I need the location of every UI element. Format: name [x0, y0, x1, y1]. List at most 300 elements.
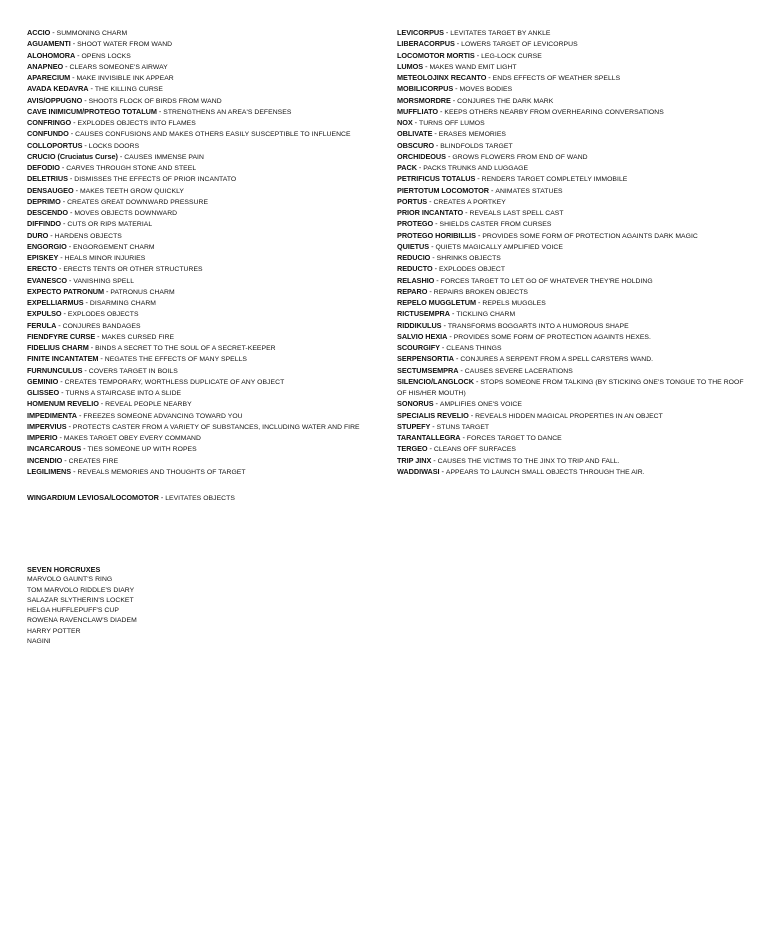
separator: - — [439, 466, 446, 476]
spell-description: FORCES TARGET TO LET GO OF WHATEVER THEY'RE HOLDING — [440, 277, 653, 285]
separator: - — [486, 73, 493, 82]
spell-description: BINDS A SECRET TO THE SOUL OF A SECRET-KEEPER — [95, 345, 276, 352]
spell-term: STUPEFY — [397, 421, 431, 431]
spell-term: MUFFLIATO — [397, 106, 439, 116]
separator: - — [434, 275, 441, 285]
spell-entry — [27, 242, 387, 253]
spell-entry — [27, 174, 387, 185]
separator: - — [70, 39, 78, 49]
spell-description: SHOOT WATER FROM WAND — [77, 41, 173, 49]
spell-term: CONFRINGO — [27, 118, 72, 127]
separator: - — [427, 286, 434, 296]
spell-entry — [27, 354, 387, 365]
spell-entry — [397, 399, 747, 410]
spell-term: SONORUS — [397, 399, 434, 409]
horcrux-section — [27, 565, 137, 647]
spell-description: THE KILLING CURSE — [94, 86, 163, 94]
spell-entry-standalone — [27, 493, 235, 504]
separator: - — [156, 106, 164, 116]
spell-term: METEOLOJINX RECANTO — [397, 73, 487, 82]
separator: - — [431, 455, 438, 465]
separator: - — [88, 84, 95, 94]
spell-entry — [397, 422, 747, 433]
spell-entry — [27, 208, 387, 219]
spell-description: CAUSES SEVERE LACERATIONS — [464, 367, 573, 375]
spell-entry — [27, 332, 387, 343]
spell-description: PATRONUS CHARM — [110, 288, 175, 296]
spell-term: DENSAUGEO — [27, 185, 74, 195]
spell-entry — [27, 411, 387, 422]
spell-entry — [27, 186, 387, 197]
spell-entry — [397, 377, 747, 400]
horcrux-item: SALAZAR SLYTHERIN'S LOCKET — [27, 596, 134, 604]
spell-term: WINGARDIUM LEVIOSA/LOCOMOTOR — [27, 493, 159, 502]
spell-term: DEFODIO — [27, 163, 60, 172]
spell-entry — [397, 231, 747, 242]
spell-entry — [27, 84, 387, 95]
spell-entry — [397, 219, 747, 230]
spell-description: PROVIDES SOME FORM OF PROTECTION AGAINTS HEXES. — [453, 333, 651, 341]
separator: - — [82, 140, 89, 150]
spell-entry — [27, 219, 387, 230]
spell-term: QUIETUS — [397, 241, 430, 251]
spell-description: CREATES GREAT DOWNWARD PRESSURE — [67, 198, 209, 206]
spell-entry — [27, 118, 387, 129]
separator: - — [433, 219, 440, 229]
separator: - — [67, 174, 75, 184]
horcrux-item: TOM MARVOLO RIDDLE'S DIARY — [27, 586, 135, 594]
separator: - — [454, 39, 462, 49]
spell-term: FINITE INCANTATEM — [27, 354, 99, 364]
separator: - — [427, 196, 434, 206]
spell-list-right — [397, 28, 747, 478]
spell-entry — [397, 51, 747, 62]
separator: - — [62, 455, 69, 465]
spell-entry — [397, 141, 747, 152]
spell-entry — [397, 129, 747, 140]
spell-entry — [27, 467, 387, 478]
separator: - — [476, 298, 483, 307]
spell-entry — [27, 321, 387, 332]
spell-term: AVIS/OPPUGNO — [27, 95, 83, 105]
separator: - — [58, 376, 65, 386]
spell-term: WADDIWASI — [397, 466, 440, 476]
separator: - — [445, 151, 453, 161]
separator: - — [95, 331, 102, 341]
separator: - — [61, 309, 68, 319]
spell-description: ERASES MEMORIES — [438, 131, 506, 139]
separator: - — [449, 309, 457, 319]
spell-description: MAKES WAND EMIT LIGHT — [429, 63, 517, 71]
spell-description: PROVIDES SOME FORM OF PROTECTION AGAINTS DARK MAGIC — [482, 232, 698, 240]
spell-description: PACKS TRUNKS AND LUGGAGE — [423, 165, 529, 172]
spell-term: CONFUNDO — [27, 129, 69, 139]
spell-term: GEMINIO — [27, 376, 59, 386]
spell-description: DISARMING CHARM — [89, 300, 156, 307]
spell-entry — [27, 197, 387, 208]
separator: - — [59, 388, 66, 397]
spell-term: LEVICORPUS — [397, 28, 444, 37]
horcrux-item: HELGA HUFFLEPUFF'S CUP — [27, 607, 119, 614]
spell-entry — [27, 433, 387, 444]
separator: - — [412, 118, 420, 127]
spell-description: STUNS TARGET — [436, 423, 490, 431]
spell-entry — [397, 467, 747, 478]
separator: - — [158, 493, 166, 502]
spell-term: DIFFINDO — [27, 219, 62, 229]
spell-term: PROTEGO HORIBILLIS — [397, 230, 476, 240]
spell-description: CLEANS OFF SURFACES — [433, 446, 517, 454]
spell-term: FURNUNCULUS — [27, 365, 83, 375]
spell-entry — [397, 444, 747, 455]
spell-entry — [397, 242, 747, 253]
spell-entry — [27, 253, 387, 264]
spell-description: ERECTS TENTS OR OTHER STRUCTURES — [63, 266, 203, 274]
separator: - — [50, 28, 57, 37]
spell-term: PIERTOTUM LOCOMOTOR — [397, 185, 490, 195]
spell-term: ERECTO — [27, 264, 57, 274]
spell-entry — [397, 411, 747, 422]
spell-description: ANIMATES STATUES — [495, 187, 563, 195]
spell-description: AMPLIFIES ONE'S VOICE — [439, 401, 522, 409]
spell-description: TIES SOMEONE UP WITH ROPES — [87, 446, 197, 454]
spell-term: MORSMORDRE — [397, 95, 451, 105]
spell-description: PROTECTS CASTER FROM A VARIETY OF SUBSTANCES, INCLUDING WATER AND FIRE — [72, 423, 360, 431]
spell-entry — [27, 141, 387, 152]
separator: - — [429, 241, 436, 251]
spell-term: PETRIFICUS TOTALUS — [397, 174, 476, 184]
separator: - — [432, 129, 439, 139]
spell-description: DISMISSES THE EFFECTS OF PRIOR INCANTATO — [74, 176, 237, 184]
spell-description: RENDERS TARGET COMPLETELY IMMOBILE — [481, 176, 628, 184]
spell-description: TRANSFORMS BOGGARTS INTO A HUMOROUS SHAPE — [447, 322, 629, 330]
separator: - — [75, 50, 82, 60]
spell-description: ENGORGEMENT CHARM — [73, 243, 155, 251]
spell-description: KEEPS OTHERS NEARBY FROM OVERHEARING CONVERSATIONS — [444, 108, 664, 116]
spell-entry — [27, 96, 387, 107]
separator: - — [473, 376, 481, 386]
spell-entry — [397, 354, 747, 365]
spell-term: SPECIALIS REVELIO — [397, 410, 469, 420]
spell-description: MAKES TEETH GROW QUICKLY — [79, 187, 184, 195]
spell-term: INCARCAROUS — [27, 444, 82, 454]
separator: - — [70, 73, 77, 82]
separator: - — [66, 241, 74, 251]
spell-description: TURNS A STAIRCASE INTO A SLIDE — [65, 390, 182, 397]
spell-term: EXPULSO — [27, 309, 62, 319]
spell-description: STRENGTHENS AN AREA'S DEFENSES — [163, 108, 292, 116]
spell-description: SHOOTS FLOCK OF BIRDS FROM WAND — [88, 97, 222, 105]
spell-description: MOVES OBJECTS DOWNWARD — [74, 210, 178, 217]
spell-description: CONJURES A SERPENT FROM A SPELL CARSTERS WAND. — [460, 356, 654, 364]
spell-term: DEPRIMO — [27, 196, 61, 206]
separator: - — [67, 208, 75, 217]
spell-term: RELASHIO — [397, 275, 435, 285]
spell-term: COLLOPORTUS — [27, 140, 83, 150]
spell-term: OBLIVATE — [397, 129, 433, 139]
spell-term: PACK — [397, 163, 417, 172]
spell-term: PRIOR INCANTATO — [397, 208, 464, 217]
spell-description: HEALS MINOR INJURIES — [64, 255, 146, 262]
spell-entry — [27, 399, 387, 410]
spell-description: LOWERS TARGET OF LEVICORPUS — [461, 41, 578, 49]
spell-term: AVADA KEDAVRA — [27, 84, 89, 94]
spell-entry — [27, 456, 387, 467]
spell-entry — [397, 321, 747, 332]
spell-term: ANAPNEO — [27, 61, 64, 71]
spell-entry — [397, 39, 747, 50]
separator: - — [427, 444, 434, 454]
separator: - — [81, 444, 88, 454]
spell-term: CAVE INIMICUM/PROTEGO TOTALUM — [27, 106, 157, 116]
spell-entry — [27, 422, 387, 433]
separator: - — [88, 343, 96, 352]
spell-term: TERGEO — [397, 444, 428, 454]
spell-description: CAUSES IMMENSE PAIN — [124, 153, 204, 161]
spell-entry — [397, 73, 747, 84]
spell-description: FREEZES SOMEONE ADVANCING TOWARD YOU — [83, 412, 243, 420]
spell-entry — [27, 343, 387, 354]
spell-description: TICKLING CHARM — [456, 311, 516, 319]
spell-entry — [397, 62, 747, 73]
spell-term: REPARO — [397, 286, 428, 296]
spell-entry — [397, 28, 747, 39]
separator: - — [82, 95, 89, 105]
spell-description: CONJURES BANDAGES — [62, 322, 141, 330]
spell-entry — [27, 231, 387, 242]
spell-entry — [397, 264, 747, 275]
spell-term: REDUCIO — [397, 253, 431, 262]
horcrux-item: MARVOLO GAUNT'S RING — [27, 576, 113, 584]
spell-description: EXPLODES OBJECTS — [67, 311, 139, 319]
separator: - — [430, 421, 437, 431]
separator: - — [423, 61, 430, 71]
separator: - — [441, 320, 448, 330]
spell-description: SHRINKS OBJECTS — [436, 255, 501, 262]
spell-term: REDUCTO — [397, 264, 433, 274]
spell-term: EXPELLIARMUS — [27, 298, 84, 307]
spell-term: IMPERIO — [27, 433, 58, 442]
spell-entry — [27, 388, 387, 399]
spell-term: DELETRIUS — [27, 174, 68, 184]
separator: - — [474, 50, 482, 60]
spell-description: ENDS EFFECTS OF WEATHER SPELLS — [492, 75, 621, 82]
spell-term: MOBILICORPUS — [397, 84, 454, 94]
spell-description: HARDENS OBJECTS — [54, 232, 122, 240]
spell-term: DESCENDO — [27, 208, 68, 217]
spell-description: CLEANS THINGS — [446, 345, 502, 352]
separator: - — [475, 230, 483, 240]
separator: - — [68, 129, 76, 139]
spell-entry — [27, 62, 387, 73]
spell-entry — [27, 152, 387, 163]
spell-term: SECTUMSEMPRA — [397, 365, 459, 375]
separator: - — [117, 151, 125, 161]
separator: - — [430, 253, 437, 262]
spell-term: INCENDIO — [27, 455, 63, 465]
spell-entry — [397, 298, 747, 309]
separator: - — [57, 433, 64, 442]
spell-description: REVEALS MEMORIES AND THOUGHTS OF TARGET — [77, 468, 246, 476]
spell-description: VANISHING SPELL — [73, 277, 135, 285]
separator: - — [433, 140, 441, 150]
spell-description: QUIETS MAGICALLY AMPLIFIED VOICE — [435, 243, 563, 251]
spell-term: LIBERACORPUS — [397, 39, 455, 49]
spell-description: REVEALS HIDDEN MAGICAL PROPERTIES IN AN OBJECT — [475, 412, 663, 420]
spell-term: RIDDIKULUS — [397, 320, 442, 330]
spell-description: EXPLODES OBJECT — [438, 266, 506, 274]
spell-term: EXPECTO PATRONUM — [27, 286, 105, 296]
spell-description: MOVES BODIES — [459, 86, 513, 94]
spell-entry — [27, 309, 387, 320]
spell-description: GROWS FLOWERS FROM END OF WAND — [452, 153, 588, 161]
separator: - — [98, 399, 106, 409]
spell-term: SILENCIO/LANGLOCK — [397, 376, 474, 386]
separator: - — [416, 163, 424, 172]
spell-entry — [397, 186, 747, 197]
horcrux-title: SEVEN HORCRUXES — [27, 565, 101, 574]
spell-entry — [397, 152, 747, 163]
spell-description: CLEARS SOMEONE'S AIRWAY — [69, 63, 168, 71]
spell-entry — [397, 276, 747, 287]
separator: - — [443, 28, 451, 37]
spell-description: REVEALS LAST SPELL CAST — [469, 210, 564, 217]
spell-entry — [397, 174, 747, 185]
spell-term: PORTUS — [397, 196, 428, 206]
spell-term: IMPEDIMENTA — [27, 410, 77, 420]
spell-term: IMPERVIUS — [27, 421, 67, 431]
spell-entry — [27, 287, 387, 298]
spell-term: NOX — [397, 118, 413, 127]
spell-description: SUMMONING CHARM — [56, 30, 128, 37]
spell-term: LEGILIMENS — [27, 466, 72, 476]
separator: - — [453, 354, 461, 364]
separator: - — [60, 196, 68, 206]
spell-entry — [397, 96, 747, 107]
spell-entry — [27, 129, 387, 140]
spell-entry — [27, 298, 387, 309]
spell-term: AGUAMENTI — [27, 39, 71, 49]
separator: - — [59, 163, 67, 172]
horcrux-item: NAGINI — [27, 637, 51, 645]
spell-entry — [27, 444, 387, 455]
spell-description: REVEAL PEOPLE NEARBY — [105, 401, 192, 409]
spell-entry — [27, 28, 387, 39]
spell-description: CAUSES CONFUSIONS AND MAKES OTHERS EASILY SUSCEPTIBLE TO INFLUENCE — [75, 131, 351, 139]
separator: - — [432, 264, 439, 274]
spell-entry — [27, 73, 387, 84]
spell-entry — [397, 107, 747, 118]
separator: - — [66, 421, 73, 431]
separator: - — [468, 410, 476, 420]
spell-entry — [27, 264, 387, 275]
spell-term: ALOHOMORA — [27, 50, 76, 60]
spell-term: SCOURGIFY — [397, 343, 440, 352]
spell-description: CARVES THROUGH STONE AND STEEL — [66, 165, 197, 172]
spell-description: BLINDFOLDS TARGET — [440, 142, 513, 150]
spell-term: EVANESCO — [27, 275, 68, 285]
spell-term: LOCOMOTOR MORTIS — [397, 50, 475, 60]
separator: - — [56, 320, 63, 330]
separator: - — [48, 230, 55, 240]
spell-term: TRIP JINX — [397, 455, 432, 465]
spell-term: GLISSEO — [27, 388, 60, 397]
separator: - — [63, 61, 70, 71]
spell-term: ACCIO — [27, 28, 51, 37]
spell-description: CREATES FIRE — [68, 457, 119, 465]
separator: - — [71, 118, 78, 127]
spell-description: LEVITATES TARGET BY ANKLE — [450, 30, 551, 37]
separator: - — [450, 95, 458, 105]
spell-entry — [27, 39, 387, 50]
spell-description: LOCKS DOORS — [88, 142, 140, 150]
spell-entry — [397, 84, 747, 95]
separator: - — [460, 433, 467, 442]
spell-term: CRUCIO (Cruciatus Curse) — [27, 151, 118, 161]
separator: - — [447, 331, 454, 341]
spell-description: CREATES A PORTKEY — [433, 198, 506, 206]
spell-description: EXPLODES OBJECTS INTO FLAMES — [77, 120, 196, 127]
spell-list-left — [27, 28, 387, 478]
spell-entry — [27, 107, 387, 118]
spell-description: CREATES TEMPORARY, WORTHLESS DUPLICATE OF ANY OBJECT — [64, 378, 285, 386]
spell-entry — [397, 366, 747, 377]
spell-description: CUTS OR RIPS MATERIAL — [67, 221, 153, 229]
spell-entry — [397, 208, 747, 219]
spell-term: OBSCURO — [397, 140, 434, 150]
spell-term: DURO — [27, 230, 49, 240]
spell-entry — [397, 253, 747, 264]
separator: - — [56, 264, 64, 274]
spell-term: PROTEGO — [397, 219, 434, 229]
separator: - — [73, 185, 80, 195]
separator: - — [433, 399, 440, 409]
spell-term: LUMOS — [397, 61, 424, 71]
spell-entry — [397, 343, 747, 354]
spell-description: TURNS OFF LUMOS — [419, 120, 485, 127]
spell-description: CONJURES THE DARK MARK — [457, 97, 554, 105]
spell-term: RICTUSEMPRA — [397, 309, 450, 319]
spell-entry — [397, 332, 747, 343]
separator: - — [61, 219, 68, 229]
spell-term: FERULA — [27, 320, 57, 330]
spell-entry — [27, 163, 387, 174]
spell-entry — [397, 309, 747, 320]
separator: - — [475, 174, 482, 184]
spell-entry — [27, 377, 387, 388]
separator: - — [98, 354, 105, 364]
spell-description: COVERS TARGET IN BOILS — [88, 367, 178, 375]
spell-description: REPELS MUGGLES — [482, 300, 546, 307]
spell-description: MAKE INVISIBLE INK APPEAR — [76, 75, 174, 82]
spell-description: FORCES TARGET TO DANCE — [466, 435, 562, 442]
spell-entry — [397, 433, 747, 444]
separator: - — [67, 275, 74, 285]
separator: - — [458, 365, 465, 375]
separator: - — [71, 466, 78, 476]
separator: - — [58, 253, 65, 262]
spell-term: FIENDFYRE CURSE — [27, 331, 96, 341]
spell-description: NEGATES THE EFFECTS OF MANY SPELLS — [104, 356, 247, 364]
spell-description: APPEARS TO LAUNCH SMALL OBJECTS THROUGH THE AIR. — [445, 468, 645, 476]
spell-entry — [397, 118, 747, 129]
spell-term: HOMENUM REVELIO — [27, 399, 99, 409]
spell-description: LEG-LOCK CURSE — [481, 52, 542, 60]
separator: - — [439, 343, 447, 352]
spell-entry — [397, 456, 747, 467]
spell-term: APARECIUM — [27, 73, 71, 82]
spell-term: ORCHIDEOUS — [397, 151, 446, 161]
